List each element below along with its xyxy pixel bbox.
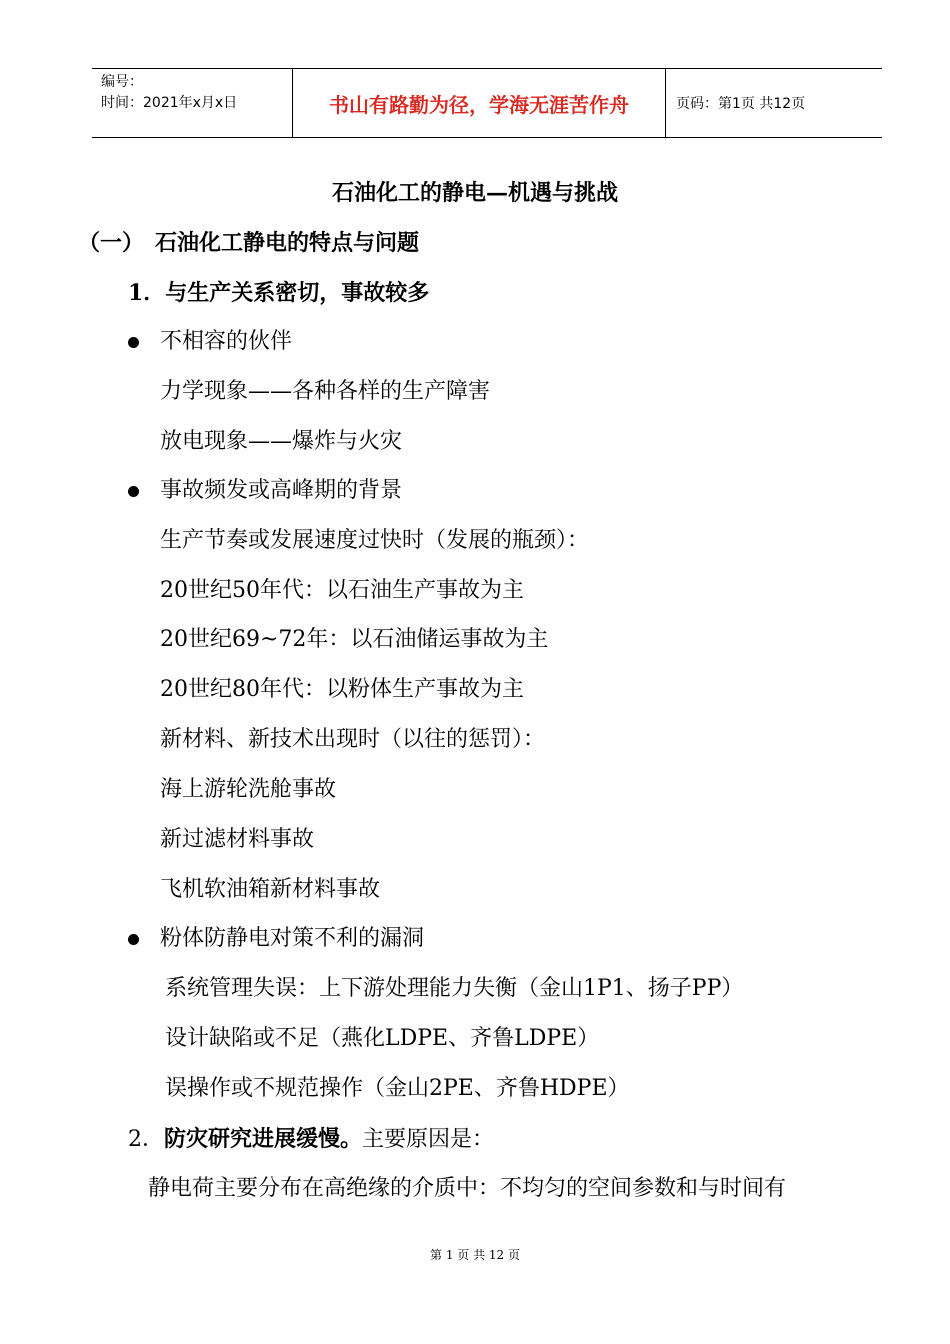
subheading-2-number: 2． xyxy=(128,1127,164,1152)
bullet-icon xyxy=(128,486,139,497)
subheading-2-rest: 主要原因是： xyxy=(362,1127,495,1152)
header-page-info: 页码：第1页 共12页 xyxy=(676,96,806,112)
text-line: 放电现象——爆炸与火灾 xyxy=(160,429,403,454)
header-motto: 书山有路勤为径，学海无涯苦作舟 xyxy=(293,69,666,137)
section-heading-1: （一） 石油化工静电的特点与问题 xyxy=(78,230,420,256)
bullet-item-2: 事故频发或高峰期的背景 xyxy=(160,478,403,503)
text-line: 飞机软油箱新材料事故 xyxy=(160,877,381,902)
text-line: 设计缺陷或不足（燕化LDPE、齐鲁LDPE） xyxy=(165,1026,600,1051)
text-line: 误操作或不规范操作（金山2PE、齐鲁HDPE） xyxy=(165,1076,630,1101)
header-table xyxy=(92,68,882,138)
page-footer: 第 1 页 共 12 页 xyxy=(430,1248,520,1262)
subheading-1: 1．与生产关系密切，事故较多 xyxy=(128,280,430,306)
bullet-icon xyxy=(128,934,139,945)
time-label: 时间：2021年x月x日 xyxy=(101,95,238,111)
text-line: 系统管理失误：上下游处理能力失衡（金山1P1、扬子PP） xyxy=(165,976,744,1001)
text-line: 生产节奏或发展速度过快时（发展的瓶颈）： xyxy=(160,528,590,553)
subheading-2 xyxy=(128,1124,494,1155)
text-line: 新材料、新技术出现时（以往的惩罚）： xyxy=(160,727,546,752)
text-line: 20世纪80年代：以粉体生产事故为主 xyxy=(160,677,524,702)
header-left-cell xyxy=(92,69,293,137)
document-title: 石油化工的静电—机遇与挑战 xyxy=(331,180,618,206)
serial-label: 编号： xyxy=(101,74,143,90)
bullet-icon xyxy=(128,337,139,348)
bullet-item-3: 粉体防静电对策不利的漏洞 xyxy=(160,926,425,951)
paragraph-last: 静电荷主要分布在高绝缘的介质中：不均匀的空间参数和与时间有 xyxy=(148,1176,787,1201)
text-line: 海上游轮洗舱事故 xyxy=(160,777,337,802)
text-line: 力学现象——各种各样的生产障害 xyxy=(160,379,491,404)
subheading-2-bold: 防灾研究进展缓慢。 xyxy=(164,1126,363,1152)
text-line: 20世纪50年代：以石油生产事故为主 xyxy=(160,578,524,603)
bullet-item-1: 不相容的伙伴 xyxy=(160,329,293,354)
text-line: 20世纪69~72年：以石油储运事故为主 xyxy=(160,627,549,652)
text-line: 新过滤材料事故 xyxy=(160,827,315,852)
